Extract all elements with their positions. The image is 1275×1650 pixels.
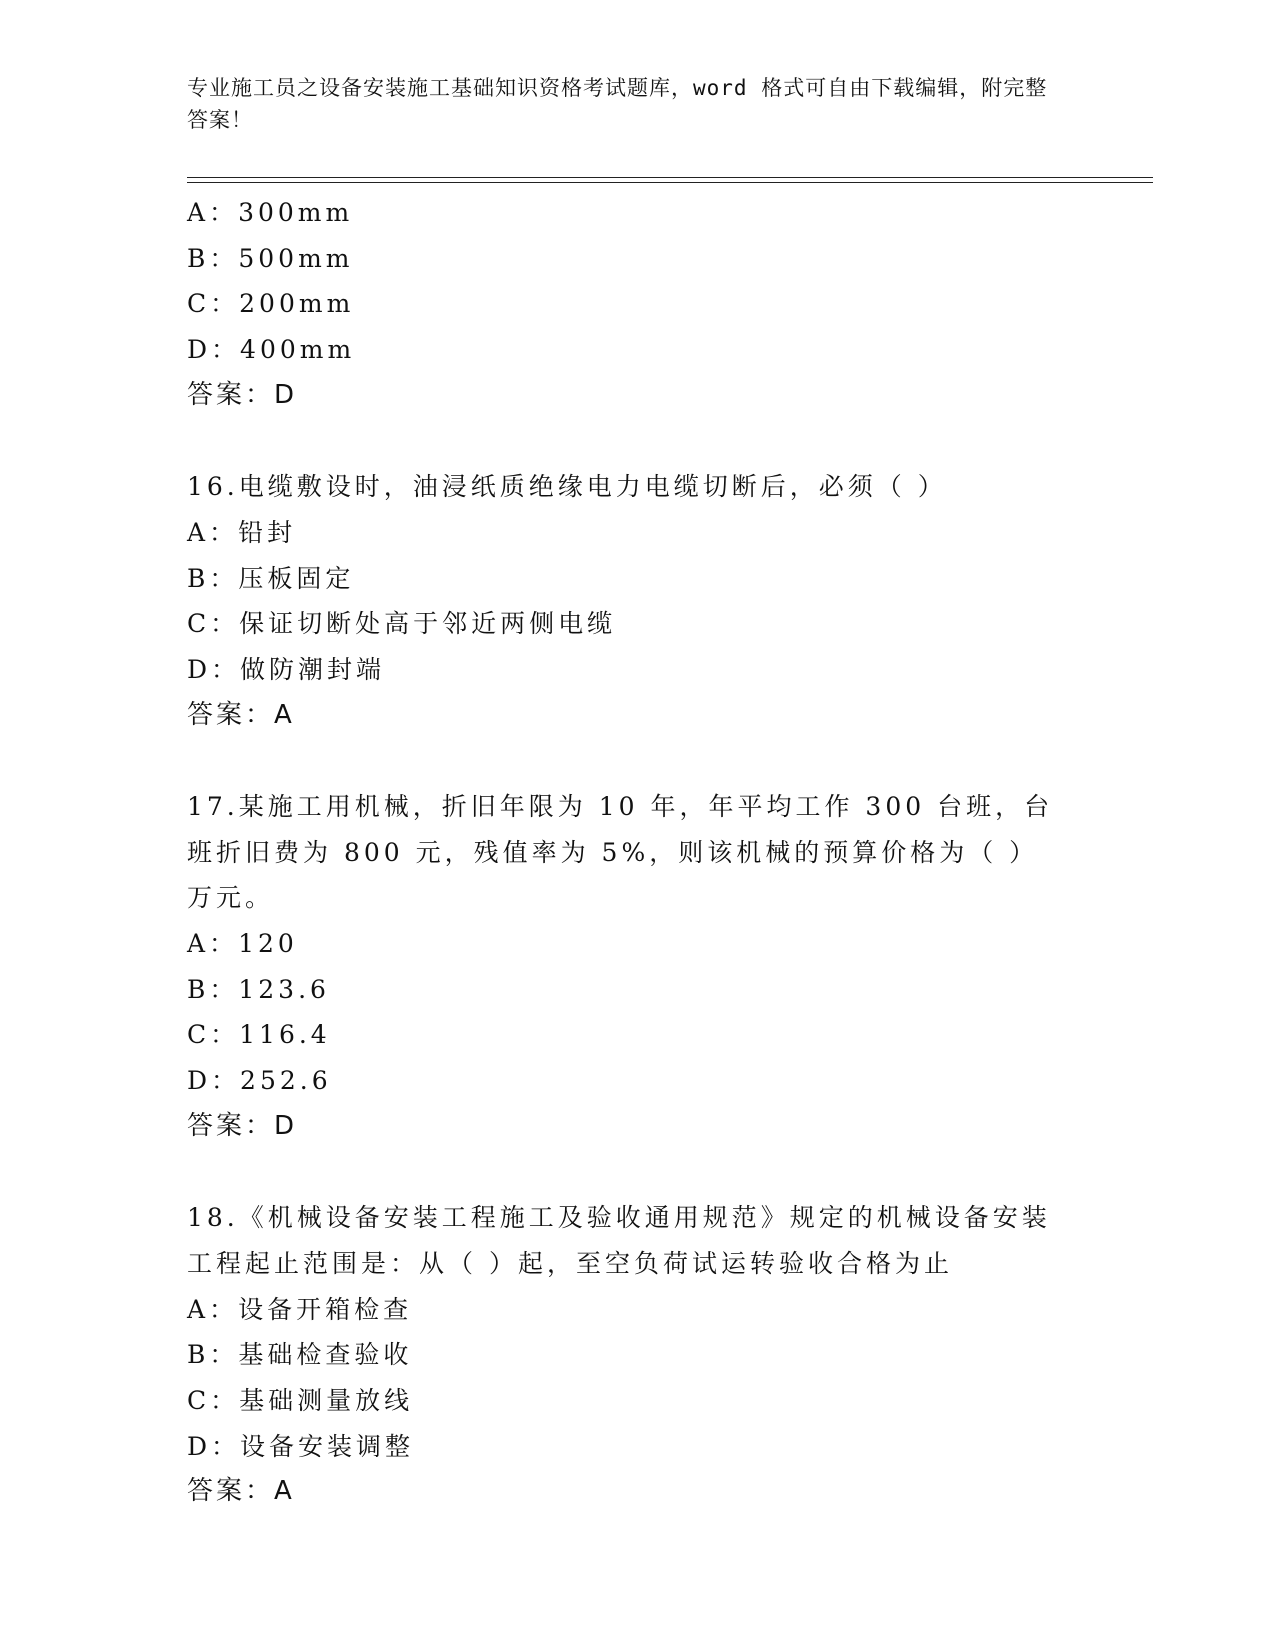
partial-question-block: [187, 190, 1087, 418]
option-d: D：设备安装调整: [187, 1431, 415, 1461]
option-b: B：压板固定: [187, 563, 355, 593]
answer-line: 答案：D: [187, 379, 298, 410]
option-d: D：252.6: [187, 1066, 332, 1096]
answer-line: 答案：A: [187, 1476, 295, 1507]
spacer: [187, 1150, 1087, 1196]
question-stem: 18.《机械设备安装工程施工及验收通用规范》规定的机械设备安装工程起止范围是：从（ ）起，至空负荷试运转验收合格为止: [187, 1203, 1051, 1278]
option-b: B：123.6: [187, 974, 330, 1004]
option-c: C：基础测量放线: [187, 1385, 414, 1415]
option-b: B：基础检查验收: [187, 1340, 413, 1370]
option-d: D：做防潮封端: [187, 654, 386, 684]
option-d: D：400mm: [187, 335, 356, 365]
question-content: [187, 190, 1087, 1515]
question-stem: 16.电缆敷设时，油浸纸质绝缘电力电缆切断后，必须（ ）: [187, 472, 947, 502]
option-c: C：116.4: [187, 1020, 331, 1050]
option-a: A：300mm: [187, 198, 354, 227]
option-a: A：铅封: [187, 517, 297, 547]
question-17-block: [187, 784, 1087, 1150]
spacer: [187, 418, 1087, 464]
document-header: [187, 72, 1067, 136]
option-a: A：设备开箱检查: [187, 1294, 413, 1324]
option-b: B：500mm: [187, 243, 354, 273]
option-c: C：保证切断处高于邻近两侧电缆: [187, 609, 617, 639]
header-divider-top: [187, 177, 1153, 178]
answer-line: 答案：A: [187, 699, 295, 730]
option-c: C：200mm: [187, 289, 355, 319]
header-intro-text: 专业施工员之设备安装施工基础知识资格考试题库，word 格式可自由下载编辑，附完整答案！: [187, 76, 1048, 132]
question-16-block: [187, 464, 1087, 738]
spacer: [187, 738, 1087, 784]
option-a: A：120: [187, 929, 298, 959]
question-stem: 17.某施工用机械，折旧年限为 10 年，年平均工作 300 台班，台班折旧费为 800 元，残值率为 5%，则该机械的预算价格为（ ）万元。: [187, 791, 1054, 913]
header-divider-bottom: [187, 182, 1153, 183]
answer-line: 答案：D: [187, 1110, 298, 1141]
question-18-block: [187, 1195, 1087, 1515]
